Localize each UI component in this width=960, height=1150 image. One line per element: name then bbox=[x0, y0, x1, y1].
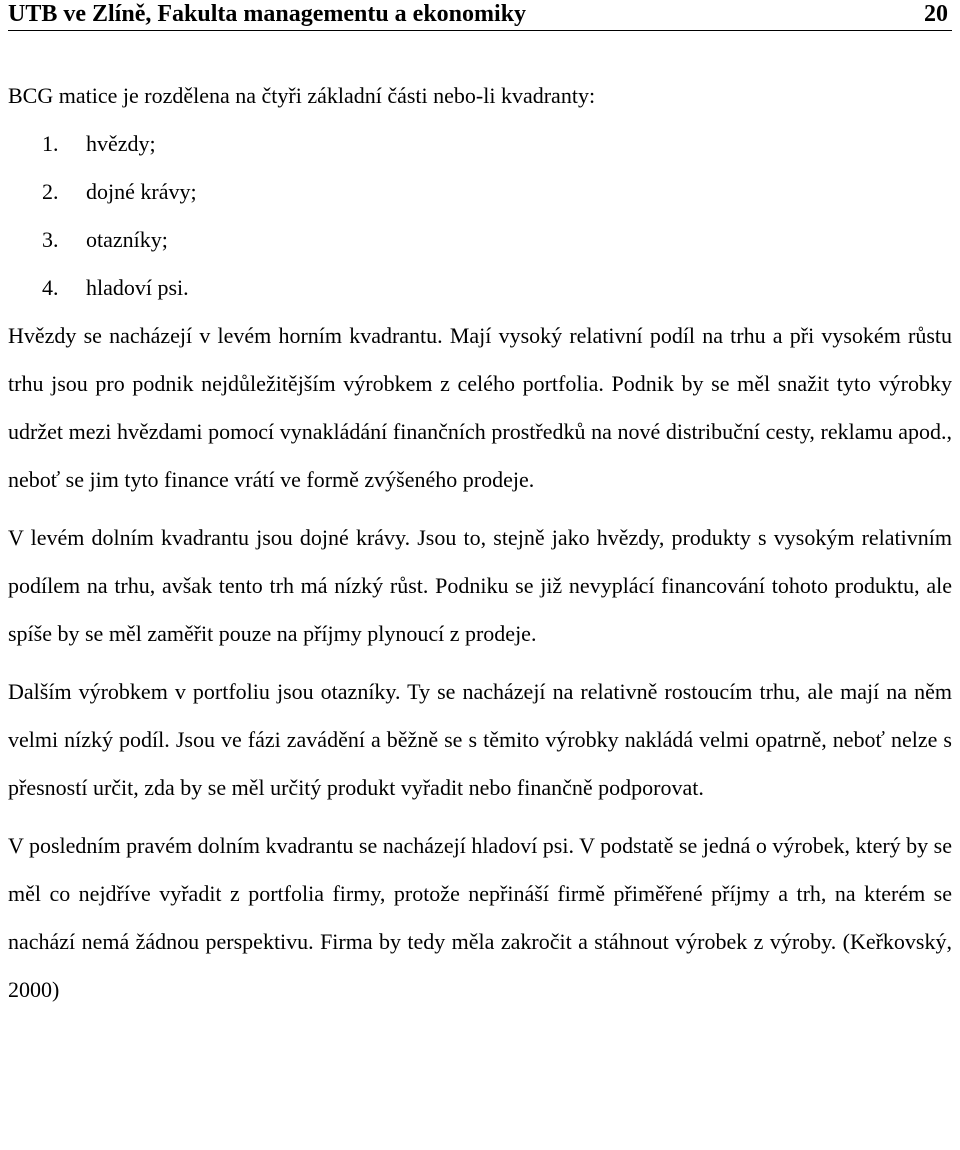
list-item bbox=[42, 264, 952, 312]
list-item-number: 1. bbox=[42, 131, 59, 156]
paragraph-dogs: V posledním pravém dolním kvadrantu se nacházejí hladoví psi. V podstatě se jedná o výrobek, který by se měl co nejdříve vyřadit z portfolia firmy, protože nepřináší firmě přiměřené příjmy a trh, na kterém se nachází nemá žádnou perspektivu. Firma by tedy měla zakročit a stáhnout výrobek z výroby. (Keřkovský, 2000) bbox=[8, 833, 952, 1002]
list-item-text: otazníky; bbox=[86, 227, 168, 252]
list-item-text: dojné krávy; bbox=[86, 179, 197, 204]
list-item bbox=[42, 216, 952, 264]
paragraph-cash-cows: V levém dolním kvadrantu jsou dojné krávy. Jsou to, stejně jako hvězdy, produkty s vysokým relativním podílem na trhu, avšak tento trh má nízký růst. Podniku se již nevyplácí financování tohoto produktu, ale spíše by se měl zaměřit pouze na příjmy plynoucí z prodeje. bbox=[8, 525, 952, 646]
page-header bbox=[8, 0, 952, 31]
list-item-number: 3. bbox=[42, 227, 59, 252]
list-item bbox=[42, 120, 952, 168]
list-item bbox=[42, 168, 952, 216]
list-item-text: hladoví psi. bbox=[86, 275, 189, 300]
list-item-number: 4. bbox=[42, 275, 59, 300]
header-title: UTB ve Zlíně, Fakulta managementu a ekonomiky bbox=[8, 1, 527, 27]
quadrant-list bbox=[8, 120, 952, 312]
intro-paragraph: BCG matice je rozdělena na čtyři základní části nebo-li kvadranty: bbox=[8, 83, 596, 108]
page-content bbox=[8, 72, 952, 1014]
list-item-number: 2. bbox=[42, 179, 59, 204]
list-item-text: hvězdy; bbox=[86, 131, 156, 156]
paragraph-stars: Hvězdy se nacházejí v levém horním kvadrantu. Mají vysoký relativní podíl na trhu a při vysokém růstu trhu jsou pro podnik nejdůležitějším výrobkem z celého portfolia. Podnik by se měl snažit tyto výrobky udržet mezi hvězdami pomocí vynakládání finančních prostředků na nové distribuční cesty, reklamu apod., neboť se jim tyto finance vrátí ve formě zvýšeného prodeje. bbox=[8, 323, 952, 492]
paragraph-question-marks: Dalším výrobkem v portfoliu jsou otazníky. Ty se nacházejí na relativně rostoucím trhu, ale mají na něm velmi nízký podíl. Jsou ve fázi zavádění a běžně se s těmito výrobky nakládá velmi opatrně, neboť nelze s přesností určit, zda by se měl určitý produkt vyřadit nebo finančně podporovat. bbox=[8, 679, 952, 800]
page-number: 20 bbox=[924, 1, 948, 27]
